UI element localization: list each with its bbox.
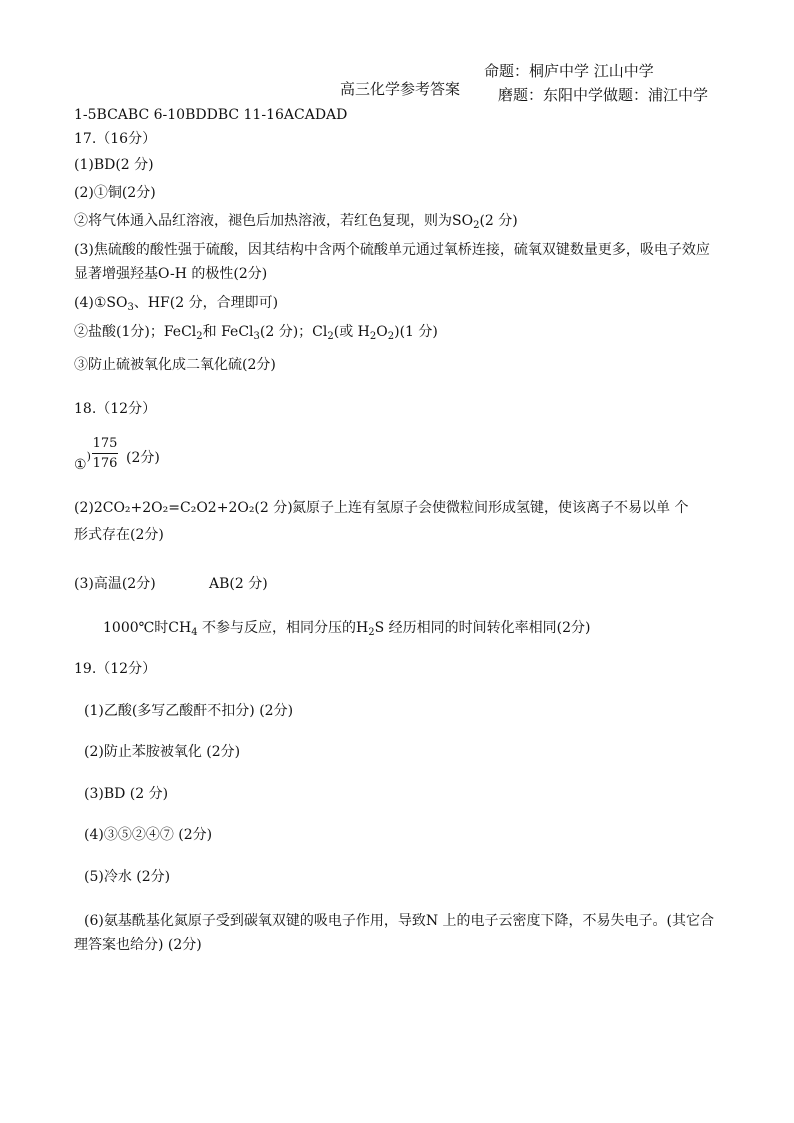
- q17-part3-line2: 显著增强羟基O-H 的极性(2分): [74, 266, 268, 282]
- q19-part3: (3)BD (2 分): [84, 786, 169, 802]
- q17-part1: (1)BD(2 分): [74, 157, 154, 173]
- q17-part2b: ②将气体通入品红溶液，褪色后加热溶液，若红色复现，则为$SO_2(2$ 分): [74, 213, 518, 231]
- fraction-numerator: 175: [92, 436, 118, 451]
- q19-heading: 19.（12分）: [74, 661, 157, 677]
- page-title: 高三化学参考答案: [340, 80, 461, 98]
- q18-part3c: 1000℃时$CH_4$ 不参与反应，相同分压的$H_2S$ 经历相同的时间转化率相同(2分): [103, 620, 591, 638]
- q17-part4b: ②盐酸(1分)；FeCl$_2$和 FeCl$_3$(2 分)；$Cl_2$(或 $H_2O_2)(1$ 分): [74, 324, 438, 342]
- reviewers-line: 磨题：东阳中学做题：浦江中学: [498, 86, 709, 104]
- q18-part2-reason-line1: 氮原子上连有氢原子会使微粒间形成氢键，使该离子不易以单 个: [292, 500, 689, 516]
- mc-answers: 1-5BCABC 6-10BDDBC 11-16ACADAD: [74, 107, 348, 123]
- q19-part5: (5)冷水 (2分): [84, 869, 171, 885]
- q18-part2-reason-line2: 形式存在(2分): [74, 527, 164, 543]
- q17-part3-line1: (3)焦硫酸的酸性强于硫酸，因其结构中含两个硫酸单元通过氧桥连接，硫氧双键数量更多，吸电子效应: [74, 242, 710, 258]
- q17-part4a: $(4)①SO_3$、HF(2 分，合理即可): [74, 295, 279, 313]
- q19-part6-line1: (6)氨基酰基化氮原子受到碳氧双键的吸电子作用，导致N 上的电子云密度下降，不易失电子。(其它合: [84, 913, 714, 929]
- fraction-bar: [92, 453, 118, 454]
- q19-part4: (4)③⑤②④⑦ (2分): [84, 827, 213, 843]
- q18-fraction: [92, 436, 118, 471]
- q19-part1: (1)乙酸(多写乙酸酐不扣分) (2分): [84, 703, 294, 719]
- q18-part3b: AB(2 分): [209, 576, 268, 592]
- q17-part4c: ③防止硫被氧化成二氧化硫(2分): [74, 357, 276, 373]
- proposers-line: 命题：桐庐中学 江山中学: [484, 62, 654, 80]
- q18-heading: 18.（12分）: [74, 401, 157, 417]
- q18-part2-equation: (2)2CO₂+2O₂=C₂O2+2O₂(2 分): [74, 500, 293, 516]
- q18-part1-marker: ①): [74, 450, 91, 473]
- q18-part3a: (3)高温(2分): [74, 576, 156, 592]
- q19-part6-line2: 理答案也给分) (2分): [74, 937, 202, 953]
- q18-part1-score: (2分): [126, 450, 160, 466]
- q19-part2: (2)防止苯胺被氧化 (2分): [84, 744, 241, 760]
- fraction-denominator: 176: [92, 456, 118, 471]
- q17-heading: 17.（16分）: [74, 131, 157, 147]
- q17-part2a: (2)①铜(2分): [74, 185, 156, 201]
